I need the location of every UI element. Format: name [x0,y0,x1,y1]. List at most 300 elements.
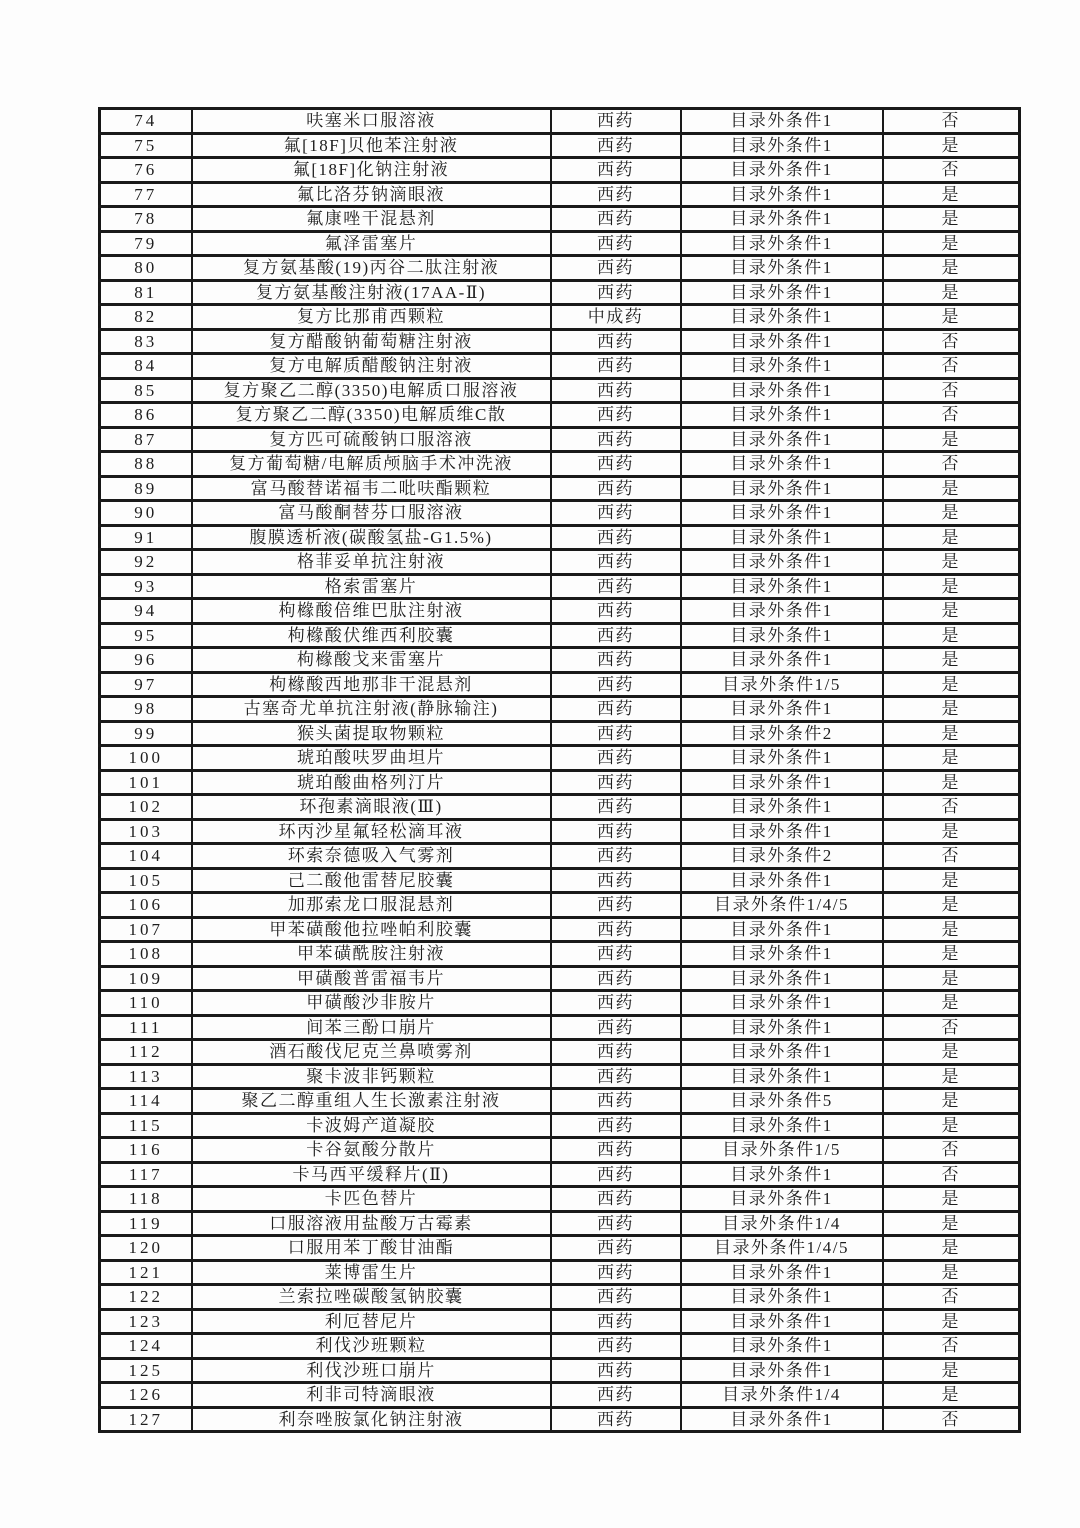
cell-seq-number: 104 [100,844,192,869]
cell-drug-category: 西药 [551,1015,681,1040]
table-row [100,305,1020,330]
cell-catalog-condition: 目录外条件1 [681,109,883,134]
cell-catalog-condition: 目录外条件1 [681,476,883,501]
cell-flag: 否 [883,1285,1020,1310]
table-row [100,280,1020,305]
table-row [100,1187,1020,1212]
table-row [100,844,1020,869]
cell-flag: 否 [883,378,1020,403]
cell-drug-name: 富马酸酮替芬口服溶液 [192,501,551,526]
cell-seq-number: 86 [100,403,192,428]
cell-drug-name: 氟泽雷塞片 [192,231,551,256]
cell-drug-category: 西药 [551,329,681,354]
cell-drug-category: 西药 [551,942,681,967]
cell-catalog-condition: 目录外条件1 [681,525,883,550]
cell-drug-category: 西药 [551,893,681,918]
cell-drug-category: 西药 [551,746,681,771]
cell-seq-number: 126 [100,1383,192,1408]
cell-drug-name: 格菲妥单抗注射液 [192,550,551,575]
table-row [100,378,1020,403]
cell-seq-number: 95 [100,623,192,648]
table-row [100,966,1020,991]
cell-catalog-condition: 目录外条件1 [681,1040,883,1065]
cell-flag: 否 [883,1407,1020,1432]
cell-drug-name: 枸橼酸西地那非干混悬剂 [192,672,551,697]
cell-flag: 是 [883,501,1020,526]
cell-seq-number: 94 [100,599,192,624]
cell-flag: 否 [883,844,1020,869]
cell-catalog-condition: 目录外条件1 [681,697,883,722]
cell-drug-category: 西药 [551,1334,681,1359]
cell-drug-name: 利奈唑胺氯化钠注射液 [192,1407,551,1432]
cell-drug-name: 氟[18F]贝他苯注射液 [192,133,551,158]
cell-drug-name: 口服用苯丁酸甘油酯 [192,1236,551,1261]
cell-flag: 否 [883,1162,1020,1187]
table-row [100,231,1020,256]
cell-seq-number: 97 [100,672,192,697]
cell-drug-category: 西药 [551,795,681,820]
cell-seq-number: 84 [100,354,192,379]
table-row [100,476,1020,501]
cell-seq-number: 101 [100,770,192,795]
cell-seq-number: 92 [100,550,192,575]
cell-flag: 是 [883,1040,1020,1065]
cell-catalog-condition: 目录外条件2 [681,844,883,869]
cell-seq-number: 102 [100,795,192,820]
cell-flag: 否 [883,329,1020,354]
cell-drug-name: 复方醋酸钠葡萄糖注射液 [192,329,551,354]
cell-drug-name: 甲苯磺酸他拉唑帕利胶囊 [192,917,551,942]
cell-catalog-condition: 目录外条件1 [681,378,883,403]
cell-flag: 是 [883,672,1020,697]
cell-flag: 否 [883,1015,1020,1040]
table-row [100,1015,1020,1040]
cell-drug-name: 酒石酸伐尼克兰鼻喷雾剂 [192,1040,551,1065]
cell-drug-name: 甲苯磺酰胺注射液 [192,942,551,967]
cell-catalog-condition: 目录外条件1 [681,623,883,648]
cell-catalog-condition: 目录外条件1 [681,1260,883,1285]
cell-drug-category: 西药 [551,1383,681,1408]
cell-drug-name: 卡匹色替片 [192,1187,551,1212]
cell-drug-name: 枸橼酸伏维西利胶囊 [192,623,551,648]
cell-flag: 否 [883,109,1020,134]
cell-flag: 是 [883,1211,1020,1236]
cell-flag: 是 [883,697,1020,722]
cell-drug-name: 聚卡波非钙颗粒 [192,1064,551,1089]
cell-seq-number: 91 [100,525,192,550]
cell-flag: 是 [883,917,1020,942]
cell-seq-number: 79 [100,231,192,256]
cell-drug-name: 莱博雷生片 [192,1260,551,1285]
cell-drug-category: 西药 [551,819,681,844]
cell-drug-name: 复方电解质醋酸钠注射液 [192,354,551,379]
table-row [100,1309,1020,1334]
cell-flag: 是 [883,721,1020,746]
cell-catalog-condition: 目录外条件1/5 [681,672,883,697]
cell-drug-category: 西药 [551,158,681,183]
table-row [100,991,1020,1016]
cell-drug-category: 西药 [551,844,681,869]
cell-seq-number: 75 [100,133,192,158]
cell-flag: 是 [883,182,1020,207]
cell-seq-number: 117 [100,1162,192,1187]
cell-flag: 是 [883,231,1020,256]
table-row [100,1407,1020,1432]
cell-drug-name: 环孢素滴眼液(Ⅲ) [192,795,551,820]
cell-seq-number: 123 [100,1309,192,1334]
cell-drug-name: 腹膜透析液(碳酸氢盐-G1.5%) [192,525,551,550]
cell-drug-category: 西药 [551,427,681,452]
cell-catalog-condition: 目录外条件1 [681,1285,883,1310]
cell-catalog-condition: 目录外条件1 [681,1358,883,1383]
cell-drug-category: 西药 [551,648,681,673]
table-row [100,623,1020,648]
cell-drug-name: 复方匹可硫酸钠口服溶液 [192,427,551,452]
cell-drug-name: 复方聚乙二醇(3350)电解质口服溶液 [192,378,551,403]
cell-seq-number: 111 [100,1015,192,1040]
cell-catalog-condition: 目录外条件1 [681,868,883,893]
cell-flag: 是 [883,476,1020,501]
cell-seq-number: 98 [100,697,192,722]
cell-flag: 是 [883,1089,1020,1114]
cell-catalog-condition: 目录外条件1 [681,648,883,673]
cell-catalog-condition: 目录外条件1 [681,305,883,330]
cell-flag: 是 [883,427,1020,452]
cell-drug-category: 西药 [551,574,681,599]
cell-drug-category: 西药 [551,917,681,942]
cell-catalog-condition: 目录外条件1 [681,158,883,183]
cell-seq-number: 85 [100,378,192,403]
cell-catalog-condition: 目录外条件1 [681,354,883,379]
table-row [100,182,1020,207]
cell-flag: 是 [883,1187,1020,1212]
cell-drug-category: 西药 [551,476,681,501]
cell-flag: 是 [883,623,1020,648]
drug-list-table [98,107,1021,1433]
cell-drug-name: 复方比那甫西颗粒 [192,305,551,330]
cell-catalog-condition: 目录外条件1 [681,795,883,820]
cell-flag: 是 [883,256,1020,281]
cell-drug-name: 甲磺酸普雷福韦片 [192,966,551,991]
cell-drug-category: 西药 [551,550,681,575]
cell-flag: 是 [883,868,1020,893]
cell-seq-number: 106 [100,893,192,918]
cell-flag: 是 [883,746,1020,771]
cell-drug-category: 西药 [551,868,681,893]
cell-drug-category: 西药 [551,1211,681,1236]
cell-catalog-condition: 目录外条件1 [681,1407,883,1432]
cell-drug-name: 氟比洛芬钠滴眼液 [192,182,551,207]
cell-drug-name: 环丙沙星氟轻松滴耳液 [192,819,551,844]
cell-catalog-condition: 目录外条件1 [681,1064,883,1089]
cell-drug-category: 西药 [551,403,681,428]
drug-table-body [100,109,1020,1432]
table-row [100,1211,1020,1236]
cell-seq-number: 114 [100,1089,192,1114]
cell-seq-number: 77 [100,182,192,207]
cell-drug-category: 西药 [551,721,681,746]
table-row [100,109,1020,134]
cell-drug-category: 西药 [551,525,681,550]
cell-drug-name: 富马酸替诺福韦二吡呋酯颗粒 [192,476,551,501]
cell-flag: 否 [883,403,1020,428]
cell-flag: 否 [883,1138,1020,1163]
cell-drug-name: 间苯三酚口崩片 [192,1015,551,1040]
cell-catalog-condition: 目录外条件1/4/5 [681,893,883,918]
cell-seq-number: 122 [100,1285,192,1310]
cell-flag: 是 [883,942,1020,967]
table-row [100,1089,1020,1114]
cell-drug-name: 猴头菌提取物颗粒 [192,721,551,746]
table-row [100,1285,1020,1310]
cell-flag: 是 [883,1358,1020,1383]
table-row [100,1113,1020,1138]
cell-seq-number: 113 [100,1064,192,1089]
cell-catalog-condition: 目录外条件1 [681,942,883,967]
cell-drug-name: 复方聚乙二醇(3350)电解质维C散 [192,403,551,428]
cell-catalog-condition: 目录外条件1/5 [681,1138,883,1163]
table-row [100,746,1020,771]
cell-drug-category: 西药 [551,378,681,403]
cell-seq-number: 96 [100,648,192,673]
table-row [100,1383,1020,1408]
cell-seq-number: 76 [100,158,192,183]
cell-seq-number: 88 [100,452,192,477]
cell-catalog-condition: 目录外条件1 [681,1309,883,1334]
cell-drug-category: 西药 [551,1187,681,1212]
table-row [100,1358,1020,1383]
cell-seq-number: 78 [100,207,192,232]
cell-seq-number: 83 [100,329,192,354]
cell-catalog-condition: 目录外条件1 [681,819,883,844]
cell-flag: 是 [883,966,1020,991]
cell-drug-category: 西药 [551,109,681,134]
cell-drug-category: 西药 [551,207,681,232]
table-row [100,501,1020,526]
cell-seq-number: 109 [100,966,192,991]
table-row [100,599,1020,624]
cell-drug-category: 西药 [551,1113,681,1138]
cell-seq-number: 120 [100,1236,192,1261]
cell-seq-number: 127 [100,1407,192,1432]
cell-drug-name: 环索奈德吸入气雾剂 [192,844,551,869]
table-row [100,452,1020,477]
cell-catalog-condition: 目录外条件1 [681,501,883,526]
cell-drug-name: 卡波姆产道凝胶 [192,1113,551,1138]
cell-seq-number: 124 [100,1334,192,1359]
cell-flag: 是 [883,207,1020,232]
cell-drug-name: 卡谷氨酸分散片 [192,1138,551,1163]
cell-drug-category: 西药 [551,1236,681,1261]
table-row [100,158,1020,183]
cell-drug-name: 氟康唑干混悬剂 [192,207,551,232]
cell-drug-name: 甲磺酸沙非胺片 [192,991,551,1016]
cell-flag: 是 [883,1113,1020,1138]
table-row [100,133,1020,158]
cell-flag: 是 [883,819,1020,844]
cell-drug-name: 枸橼酸戈来雷塞片 [192,648,551,673]
cell-catalog-condition: 目录外条件1 [681,1334,883,1359]
cell-drug-name: 呋塞米口服溶液 [192,109,551,134]
cell-drug-category: 西药 [551,1089,681,1114]
cell-drug-category: 西药 [551,1260,681,1285]
cell-drug-category: 西药 [551,770,681,795]
cell-drug-name: 格索雷塞片 [192,574,551,599]
cell-catalog-condition: 目录外条件1 [681,770,883,795]
table-row [100,917,1020,942]
cell-seq-number: 74 [100,109,192,134]
cell-drug-category: 西药 [551,1285,681,1310]
cell-seq-number: 112 [100,1040,192,1065]
cell-catalog-condition: 目录外条件1/4 [681,1211,883,1236]
cell-drug-name: 琥珀酸曲格列汀片 [192,770,551,795]
cell-seq-number: 107 [100,917,192,942]
cell-flag: 是 [883,1260,1020,1285]
cell-seq-number: 87 [100,427,192,452]
cell-drug-name: 利伐沙班颗粒 [192,1334,551,1359]
table-row [100,354,1020,379]
cell-catalog-condition: 目录外条件1 [681,329,883,354]
cell-seq-number: 81 [100,280,192,305]
cell-flag: 否 [883,452,1020,477]
cell-drug-category: 西药 [551,256,681,281]
cell-drug-category: 西药 [551,1162,681,1187]
cell-catalog-condition: 目录外条件1 [681,1162,883,1187]
cell-flag: 是 [883,574,1020,599]
table-row [100,672,1020,697]
cell-drug-category: 西药 [551,623,681,648]
cell-flag: 是 [883,280,1020,305]
cell-seq-number: 82 [100,305,192,330]
cell-drug-category: 西药 [551,1064,681,1089]
cell-flag: 是 [883,648,1020,673]
table-row [100,1260,1020,1285]
cell-drug-category: 西药 [551,991,681,1016]
cell-drug-name: 己二酸他雷替尼胶囊 [192,868,551,893]
table-row [100,1236,1020,1261]
table-row [100,1162,1020,1187]
cell-catalog-condition: 目录外条件1 [681,182,883,207]
cell-catalog-condition: 目录外条件1 [681,403,883,428]
table-row [100,550,1020,575]
cell-catalog-condition: 目录外条件1 [681,280,883,305]
cell-drug-name: 枸橼酸倍维巴肽注射液 [192,599,551,624]
cell-seq-number: 90 [100,501,192,526]
table-row [100,1040,1020,1065]
cell-drug-category: 西药 [551,1138,681,1163]
cell-flag: 是 [883,305,1020,330]
cell-flag: 是 [883,770,1020,795]
cell-drug-category: 西药 [551,452,681,477]
cell-seq-number: 99 [100,721,192,746]
cell-catalog-condition: 目录外条件1 [681,207,883,232]
cell-drug-name: 氟[18F]化钠注射液 [192,158,551,183]
cell-flag: 否 [883,354,1020,379]
cell-drug-category: 西药 [551,354,681,379]
cell-catalog-condition: 目录外条件1 [681,746,883,771]
cell-drug-name: 兰索拉唑碳酸氢钠胶囊 [192,1285,551,1310]
cell-seq-number: 105 [100,868,192,893]
table-row [100,1138,1020,1163]
cell-seq-number: 80 [100,256,192,281]
cell-seq-number: 108 [100,942,192,967]
cell-flag: 是 [883,991,1020,1016]
cell-catalog-condition: 目录外条件1/4 [681,1383,883,1408]
cell-drug-category: 西药 [551,1407,681,1432]
cell-drug-category: 西药 [551,672,681,697]
cell-flag: 是 [883,1236,1020,1261]
cell-drug-category: 西药 [551,280,681,305]
cell-catalog-condition: 目录外条件2 [681,721,883,746]
cell-flag: 否 [883,1334,1020,1359]
cell-seq-number: 93 [100,574,192,599]
cell-seq-number: 125 [100,1358,192,1383]
cell-seq-number: 103 [100,819,192,844]
cell-seq-number: 119 [100,1211,192,1236]
cell-seq-number: 89 [100,476,192,501]
cell-drug-name: 利非司特滴眼液 [192,1383,551,1408]
cell-drug-category: 西药 [551,501,681,526]
cell-seq-number: 115 [100,1113,192,1138]
cell-catalog-condition: 目录外条件1 [681,574,883,599]
cell-catalog-condition: 目录外条件1/4/5 [681,1236,883,1261]
cell-drug-category: 西药 [551,231,681,256]
table-row [100,770,1020,795]
cell-drug-name: 复方葡萄糖/电解质颅脑手术冲洗液 [192,452,551,477]
cell-catalog-condition: 目录外条件1 [681,427,883,452]
cell-catalog-condition: 目录外条件1 [681,1113,883,1138]
cell-flag: 是 [883,1064,1020,1089]
table-row [100,403,1020,428]
cell-seq-number: 121 [100,1260,192,1285]
table-row [100,648,1020,673]
cell-catalog-condition: 目录外条件1 [681,991,883,1016]
cell-seq-number: 116 [100,1138,192,1163]
cell-drug-category: 中成药 [551,305,681,330]
cell-drug-name: 口服溶液用盐酸万古霉素 [192,1211,551,1236]
cell-flag: 是 [883,1309,1020,1334]
cell-catalog-condition: 目录外条件5 [681,1089,883,1114]
cell-flag: 否 [883,795,1020,820]
cell-flag: 是 [883,599,1020,624]
table-row [100,427,1020,452]
table-row [100,207,1020,232]
cell-catalog-condition: 目录外条件1 [681,133,883,158]
cell-flag: 是 [883,133,1020,158]
table-row [100,795,1020,820]
table-row [100,256,1020,281]
cell-catalog-condition: 目录外条件1 [681,550,883,575]
cell-drug-category: 西药 [551,133,681,158]
cell-flag: 是 [883,550,1020,575]
cell-drug-category: 西药 [551,1309,681,1334]
cell-drug-name: 复方氨基酸(19)丙谷二肽注射液 [192,256,551,281]
table-row [100,697,1020,722]
cell-flag: 否 [883,158,1020,183]
cell-seq-number: 118 [100,1187,192,1212]
table-row [100,819,1020,844]
table-row [100,893,1020,918]
cell-catalog-condition: 目录外条件1 [681,966,883,991]
cell-catalog-condition: 目录外条件1 [681,917,883,942]
cell-catalog-condition: 目录外条件1 [681,256,883,281]
table-row [100,942,1020,967]
cell-drug-name: 利伐沙班口崩片 [192,1358,551,1383]
cell-drug-name: 聚乙二醇重组人生长激素注射液 [192,1089,551,1114]
cell-drug-category: 西药 [551,599,681,624]
cell-drug-name: 古塞奇尤单抗注射液(静脉输注) [192,697,551,722]
cell-drug-name: 琥珀酸呋罗曲坦片 [192,746,551,771]
